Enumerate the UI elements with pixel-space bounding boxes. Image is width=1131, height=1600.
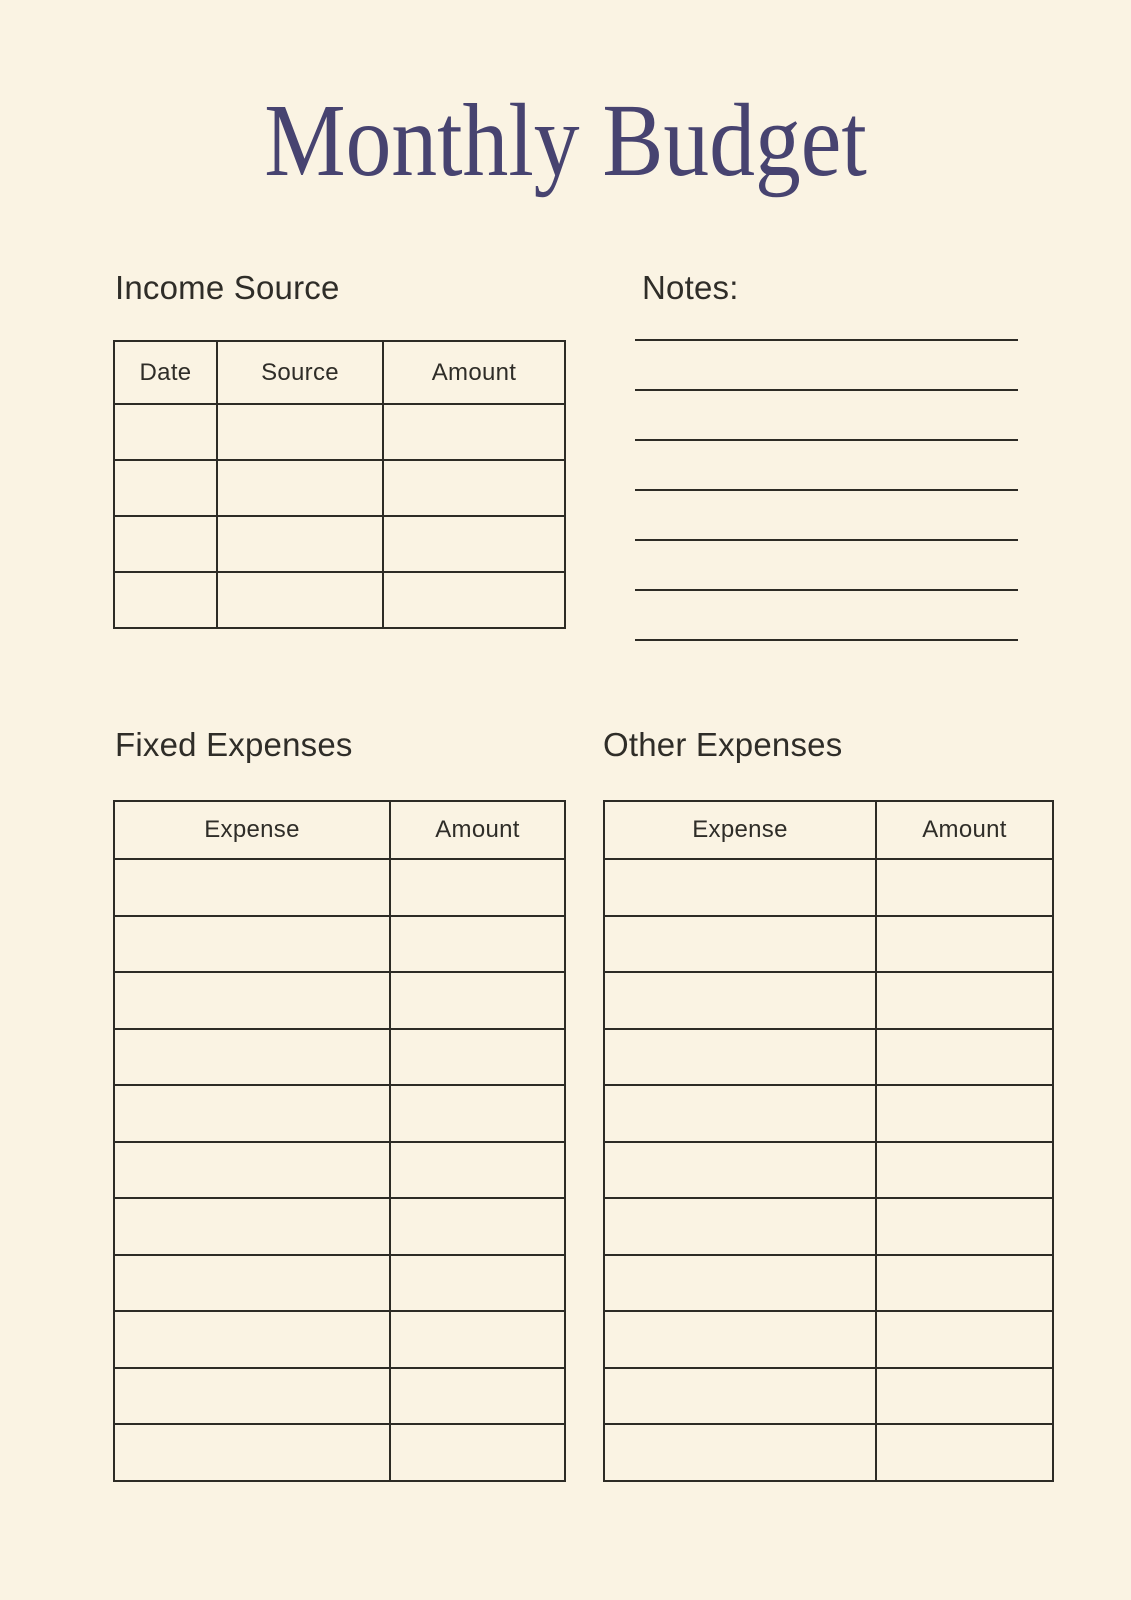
empty-cell bbox=[604, 1085, 876, 1142]
empty-cell bbox=[876, 1255, 1053, 1312]
empty-cell bbox=[114, 916, 390, 973]
empty-cell bbox=[217, 460, 383, 516]
fixed-expenses-header-row bbox=[114, 801, 565, 859]
empty-cell bbox=[604, 972, 876, 1029]
empty-cell bbox=[604, 1368, 876, 1425]
empty-cell bbox=[114, 859, 390, 916]
income-column-date: Date bbox=[114, 341, 217, 404]
empty-cell bbox=[383, 516, 565, 572]
table-row bbox=[114, 572, 565, 628]
fixed-column-amount: Amount bbox=[390, 801, 565, 859]
empty-cell bbox=[390, 859, 565, 916]
empty-cell bbox=[876, 1424, 1053, 1481]
empty-cell bbox=[114, 572, 217, 628]
table-row bbox=[114, 1311, 565, 1368]
notes-lines-area bbox=[635, 339, 1018, 641]
empty-cell bbox=[114, 1424, 390, 1481]
empty-cell bbox=[876, 916, 1053, 973]
table-row bbox=[604, 916, 1053, 973]
note-line bbox=[635, 339, 1018, 341]
other-expenses-table bbox=[603, 800, 1054, 1482]
income-table bbox=[113, 340, 566, 629]
empty-cell bbox=[114, 1085, 390, 1142]
other-expenses-heading: Other Expenses bbox=[603, 726, 843, 763]
empty-cell bbox=[876, 859, 1053, 916]
table-row bbox=[114, 1142, 565, 1199]
empty-cell bbox=[876, 1368, 1053, 1425]
note-line bbox=[635, 389, 1018, 391]
empty-cell bbox=[604, 859, 876, 916]
empty-cell bbox=[604, 1424, 876, 1481]
empty-cell bbox=[390, 916, 565, 973]
table-row bbox=[604, 1198, 1053, 1255]
empty-cell bbox=[390, 1198, 565, 1255]
note-line bbox=[635, 439, 1018, 441]
fixed-expenses-heading: Fixed Expenses bbox=[115, 726, 353, 763]
note-line bbox=[635, 589, 1018, 591]
fixed-column-expense: Expense bbox=[114, 801, 390, 859]
other-column-amount: Amount bbox=[876, 801, 1053, 859]
income-table-header-row bbox=[114, 341, 565, 404]
empty-cell bbox=[114, 460, 217, 516]
empty-cell bbox=[114, 1368, 390, 1425]
empty-cell bbox=[390, 1142, 565, 1199]
empty-cell bbox=[390, 1368, 565, 1425]
table-row bbox=[604, 1142, 1053, 1199]
empty-cell bbox=[114, 1029, 390, 1086]
table-row bbox=[114, 1255, 565, 1312]
fixed-expenses-table bbox=[113, 800, 566, 1482]
empty-cell bbox=[390, 1311, 565, 1368]
table-row bbox=[114, 1424, 565, 1481]
table-row bbox=[604, 1029, 1053, 1086]
table-row bbox=[114, 859, 565, 916]
table-row bbox=[604, 1368, 1053, 1425]
empty-cell bbox=[390, 1029, 565, 1086]
empty-cell bbox=[114, 1142, 390, 1199]
empty-cell bbox=[390, 1085, 565, 1142]
empty-cell bbox=[604, 1255, 876, 1312]
note-line bbox=[635, 489, 1018, 491]
table-row bbox=[604, 972, 1053, 1029]
empty-cell bbox=[383, 460, 565, 516]
income-column-amount: Amount bbox=[383, 341, 565, 404]
empty-cell bbox=[876, 1142, 1053, 1199]
empty-cell bbox=[383, 572, 565, 628]
empty-cell bbox=[390, 1255, 565, 1312]
empty-cell bbox=[114, 516, 217, 572]
empty-cell bbox=[114, 1198, 390, 1255]
empty-cell bbox=[604, 1198, 876, 1255]
empty-cell bbox=[876, 1311, 1053, 1368]
empty-cell bbox=[876, 972, 1053, 1029]
notes-heading: Notes: bbox=[642, 269, 739, 306]
empty-cell bbox=[383, 404, 565, 460]
page-title: Monthly Budget bbox=[264, 83, 867, 198]
income-section-heading: Income Source bbox=[115, 269, 340, 306]
empty-cell bbox=[876, 1029, 1053, 1086]
table-row bbox=[114, 1029, 565, 1086]
table-row bbox=[114, 516, 565, 572]
empty-cell bbox=[114, 972, 390, 1029]
table-row bbox=[604, 859, 1053, 916]
empty-cell bbox=[114, 1255, 390, 1312]
empty-cell bbox=[604, 1311, 876, 1368]
table-row bbox=[114, 1368, 565, 1425]
table-row bbox=[114, 1198, 565, 1255]
empty-cell bbox=[114, 1311, 390, 1368]
empty-cell bbox=[876, 1085, 1053, 1142]
empty-cell bbox=[604, 916, 876, 973]
empty-cell bbox=[604, 1029, 876, 1086]
income-column-source: Source bbox=[217, 341, 383, 404]
table-row bbox=[114, 916, 565, 973]
empty-cell bbox=[390, 972, 565, 1029]
table-row bbox=[114, 1085, 565, 1142]
table-row bbox=[604, 1255, 1053, 1312]
table-row bbox=[604, 1424, 1053, 1481]
note-line bbox=[635, 639, 1018, 641]
other-expenses-header-row bbox=[604, 801, 1053, 859]
empty-cell bbox=[217, 404, 383, 460]
empty-cell bbox=[604, 1142, 876, 1199]
table-row bbox=[114, 460, 565, 516]
empty-cell bbox=[876, 1198, 1053, 1255]
table-row bbox=[114, 404, 565, 460]
table-row bbox=[604, 1311, 1053, 1368]
empty-cell bbox=[217, 516, 383, 572]
note-line bbox=[635, 539, 1018, 541]
empty-cell bbox=[114, 404, 217, 460]
empty-cell bbox=[390, 1424, 565, 1481]
other-column-expense: Expense bbox=[604, 801, 876, 859]
table-row bbox=[604, 1085, 1053, 1142]
table-row bbox=[114, 972, 565, 1029]
empty-cell bbox=[217, 572, 383, 628]
